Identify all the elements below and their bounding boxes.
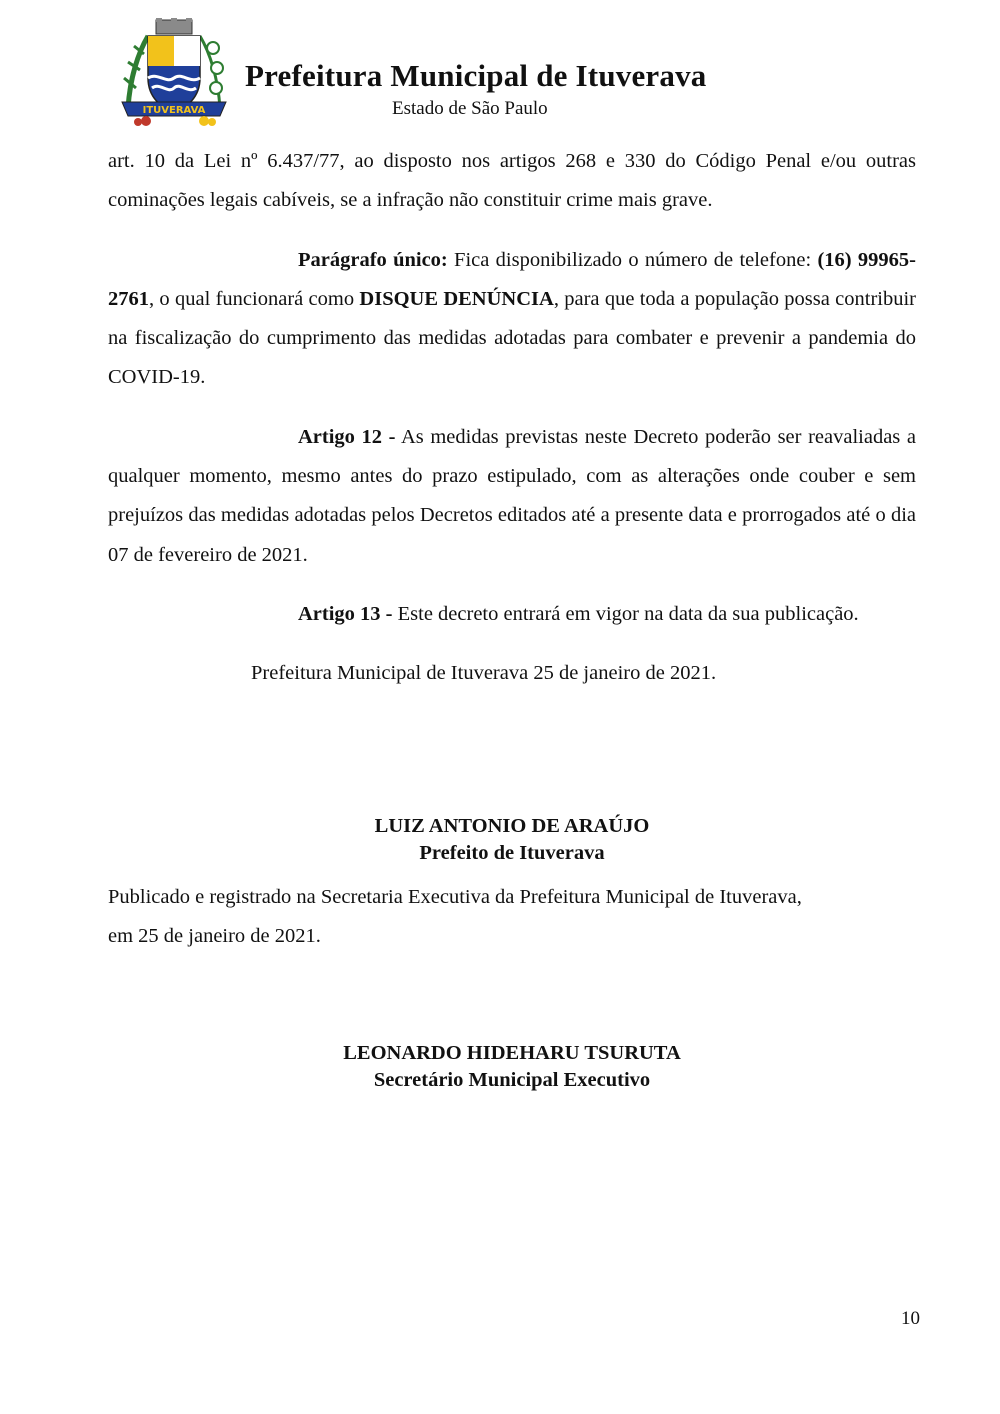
document-body [108,142,916,694]
mayor-name: LUIZ ANTONIO DE ARAÚJO [374,815,650,837]
paragraph-label: Parágrafo único: [298,248,448,271]
organization-name: Prefeitura Municipal de Ituverava [245,58,707,93]
coat-of-arms-icon [118,18,230,126]
paragraph-single: Parágrafo único: Fica disponibilizado o número de telefone: (16) 99965-2761, o qual funcionará como DISQUE DENÚNCIA, para que toda a população possa contribuir na fiscalização do cumprimento das medidas adotadas para combater e prevenir a pandemia do COVID-19. [108,248,917,389]
publication-note: Publicado e registrado na Secretaria Executiva da Prefeitura Municipal de Ituverava, em 25 de janeiro de 2021. [108,886,802,948]
hotline-name: DISQUE DENÚNCIA [359,287,554,310]
mayor-signature-block [108,813,916,867]
article-label: Artigo 12 - [298,425,396,448]
secretary-name: LEONARDO HIDEHARU TSURUTA [343,1042,681,1064]
date-line: Prefeitura Municipal de Ituverava 25 de janeiro de 2021. [251,662,717,685]
secretary-title: Secretário Municipal Executivo [373,1069,651,1091]
paragraph-continuation: art. 10 da Lei nº 6.437/77, ao disposto nos artigos 268 e 330 do Código Penal e/ou outras cominações legais cabíveis, se a infração não constituir crime mais grave. [108,150,916,212]
phone-number: (16) 99965-2761 [108,248,916,310]
page-number: 10 [901,1308,920,1329]
mayor-title: Prefeito de Ituverava [419,842,605,864]
organization-state: Estado de São Paulo [392,98,548,119]
article-13: Artigo 13 - Este decreto entrará em vigor na data da sua publicação. [298,602,859,625]
secretary-signature-block [108,1040,916,1094]
article-12: Artigo 12 - As medidas previstas neste Decreto poderão ser reavaliadas a qualquer momento, mesmo antes do prazo estipulado, com as alterações onde couber e sem prejuízos das medidas adotadas pelos Decretos editados até a presente data e prorrogados até o dia 07 de fevereiro de 2021. [108,425,916,566]
article-label: Artigo 13 - [298,602,393,625]
letterhead [0,0,1000,130]
svg-text:ITUVERAVA: ITUVERAVA [142,105,206,116]
